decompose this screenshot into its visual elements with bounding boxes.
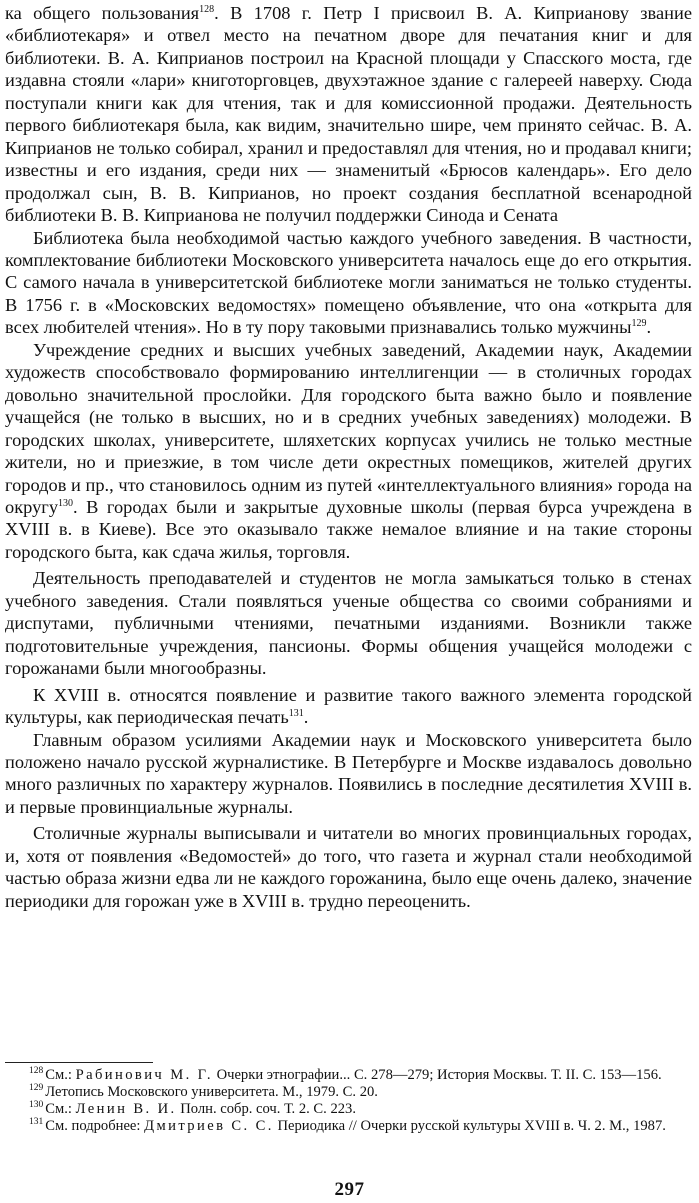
- footnote-ref-129: 129: [631, 318, 647, 330]
- paragraph-text-continued: . В 1708 г. Петр I присвоил В. А. Киприанову звание «библиотекаря» и отвел место на печатном дворе для печатания книг и для библиотеки. В. А. Киприанов построил на Красной площади у Спасского моста, где издавна стояли «лари» книготорговцев, двухэтажное здание с галереей наверху. Сюда поступали книги как для чтения, так и для комиссионной продажи. Деятельность первого библиотекаря была, как видим, значительно шире, чем принято сейчас. В. А. Киприанов не только собирал, хранил и предоставлял для чтения, но и продавал книги; известны и его издания, среди них — знаменитый «Брюсов календарь». Его дело продолжал сын, В. В. Киприанов, но проект создания бесплатной всенародной библиотеки В. В. Киприанова не получил поддержки Синода и Сената: [5, 3, 692, 226]
- footnote-number: 131: [29, 1117, 44, 1128]
- footnote-text: См. подробнее:: [45, 1118, 145, 1134]
- footnote-text: См.:: [45, 1067, 76, 1083]
- paragraph-2: [5, 227, 692, 339]
- paragraph-6: [5, 729, 692, 819]
- footnote-text: См.:: [45, 1101, 76, 1117]
- paragraph-4: [5, 567, 692, 679]
- paragraph-5: [5, 684, 692, 729]
- footnote-131: [5, 1118, 692, 1135]
- footnote-ref-131: 131: [288, 707, 304, 719]
- footnote-text: Периодика // Очерки русской культуры XVIII в. Ч. 2. М., 1987.: [273, 1118, 666, 1134]
- footnote-number: 128: [29, 1066, 44, 1077]
- paragraph-text-continued: . В городах были и закрытые духовные школы (первая бурса учреждена в XVIII в. в Киеве). Все это оказывало также немалое влияние и на такие стороны городского быта, как сдача жилья, торговля.: [5, 496, 692, 562]
- footnote-ref-128: 128: [199, 3, 215, 15]
- paragraph-text: ка общего пользования: [5, 3, 200, 23]
- footnote-divider: [5, 1062, 153, 1063]
- footnotes-section: [5, 1062, 692, 1135]
- paragraph-text: К XVIII в. относятся появление и развитие такого важного элемента городской культуры, как периодическая печать: [5, 684, 692, 728]
- paragraph-text-continued: .: [303, 707, 309, 728]
- footnote-author: Ленин В. И.: [75, 1101, 177, 1117]
- footnote-130: [5, 1101, 692, 1118]
- paragraph-text-continued: .: [646, 317, 652, 338]
- paragraph-text: Деятельность преподавателей и студентов не могла замыкаться только в стенах учебного заведения. Стали появляться ученые общества со своими собраниями и диспутами, публичными чтениями, печатными изданиями. Возникли также подготовительные учреждения, пансионы. Формы общения учащейся молодежи с горожанами были многообразны.: [5, 568, 692, 679]
- footnote-text: Очерки этнографии... С. 278—279; История Москвы. Т. II. С. 153—156.: [212, 1067, 662, 1083]
- paragraph-3: [5, 339, 692, 564]
- footnote-ref-130: 130: [58, 497, 74, 509]
- paragraph-text: Главным образом усилиями Академии наук и Московского университета было положено начало русской журналистике. В Петербурге и Москве издавалось довольно много различных по характеру журналов. Появились в последние десятилетия XVIII в. и первые провинциальные журналы.: [5, 729, 692, 817]
- footnote-text: Летопись Московского университета. М., 1979. С. 20.: [45, 1084, 378, 1100]
- footnote-129: [5, 1084, 692, 1101]
- footnote-text: Полн. собр. соч. Т. 2. С. 223.: [176, 1101, 356, 1117]
- footnote-number: 129: [29, 1083, 44, 1094]
- footnote-author: Дмитриев С. С.: [144, 1118, 274, 1134]
- paragraph-1: [5, 2, 692, 227]
- paragraph-text: Библиотека была необходимой частью каждого учебного заведения. В частности, комплектование библиотеки Московского университета началось еще до его открытия. С самого начала в университетской библиотеке могли заниматься не только студенты. В 1756 г. в «Московских ведомостях» помещено объявление, что она «открыта для всех любителей чтения». Но в ту пору таковыми признавались только мужчины: [5, 227, 692, 338]
- paragraph-text: Столичные журналы выписывали и читатели во многих провинциальных городах, и, хотя от появления «Ведомостей» до того, что газета и журнал стали необходимой частью образа жизни едва ли не каждого горожанина, было еще очень далеко, значение периодики для горожан уже в XVIII в. трудно переоценить.: [5, 823, 692, 911]
- paragraph-text: Учреждение средних и высших учебных заведений, Академии наук, Академии художеств способствовало формированию интеллигенции — в столичных городах довольно значительной прослойки. Для городского быта важно было и появление учащейся (не только в высших, но и в средних учебных заведениях) молодежи. В городских школах, университете, шляхетских корпусах учились не только местные жители, но и приезжие, в том числе дети окрестных помещиков, жителей других городов и пр., что становилось одним из путей «интеллектуального влияния» города на округу: [5, 339, 692, 517]
- main-text: [5, 2, 692, 912]
- footnote-number: 130: [29, 1100, 44, 1111]
- footnote-author: Рабинович М. Г.: [75, 1067, 213, 1083]
- footnote-128: [5, 1067, 692, 1084]
- paragraph-7: [5, 822, 692, 912]
- page-number: 297: [334, 1179, 365, 1200]
